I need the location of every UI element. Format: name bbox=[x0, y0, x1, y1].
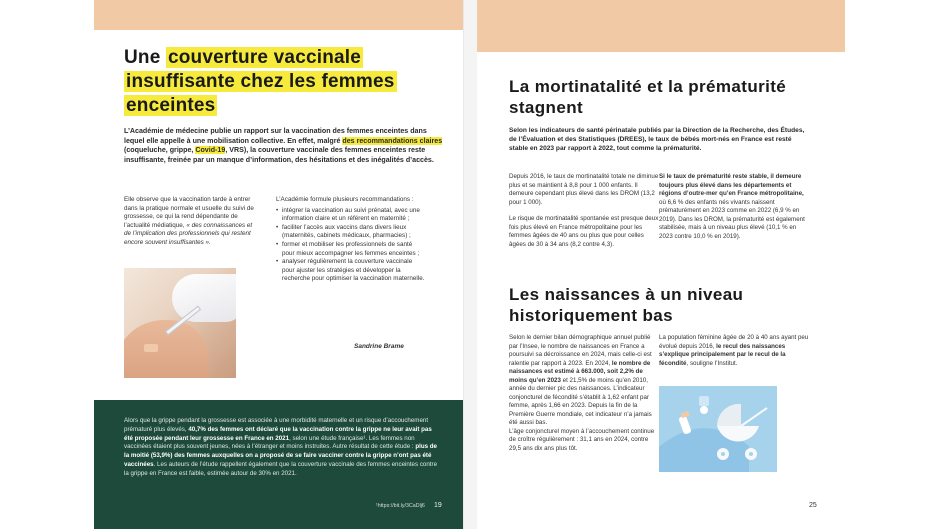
list-item: • analyser régulièrement la couverture vaccinale pour ajuster les stratégies et développer la recherche pour optimiser la vaccination maternelle. bbox=[276, 258, 426, 284]
list-item: • faciliter l’accès aux vaccins dans divers lieux (maternités, cabinets médicaux, pharmacies) ; bbox=[276, 224, 426, 241]
top-color-band bbox=[94, 0, 463, 30]
col-a-quote: « des connaissances et de l’implication des professionnels qui restent encore souvent insuffisantes ». bbox=[124, 221, 253, 246]
paragraph: Depuis 2016, le taux de mortinatalité totale ne diminue plus et se maintient à 8,8 pour 1 000 enfants. Il demeure cependant plus élevé dans les DROM (13,2 pour 1 000). bbox=[509, 173, 659, 206]
left-page bbox=[94, 0, 464, 529]
photo-glove bbox=[172, 274, 236, 322]
intro-highlight: des recommandations claires bbox=[342, 136, 443, 145]
top-color-band bbox=[477, 0, 845, 52]
col-a-paragraph bbox=[124, 196, 256, 248]
text: La population féminine âgée de 20 à 40 ans ayant peu évolué depuis 2016, bbox=[659, 334, 809, 350]
intro-text: (coqueluche, grippe, bbox=[124, 146, 196, 155]
baby-illustration bbox=[659, 386, 777, 472]
left-page-title bbox=[124, 46, 434, 118]
intro-text: , VRS), la couverture vaccinale des femmes enceintes reste insuffisante, freinée par un manque d’information, des hésitations et des inégalités d’accès. bbox=[124, 146, 434, 164]
box-bold: plus de la moitié (53,9%) des femmes auxquelles on a proposé de se faire vacciner contre la grippe n’ont pas été vaccinées bbox=[124, 443, 437, 468]
left-column-a bbox=[124, 196, 256, 248]
title-part: Une bbox=[124, 47, 166, 68]
box-bold: 40,7% des femmes ont déclaré que la vaccination contre la grippe ne leur avait pas été proposée pendant leur grossesse en France en 2021 bbox=[124, 425, 432, 442]
col-a-text: Elle observe que la vaccination tarde à entrer dans la pratique normale et usuelle du suivi de grossesse, ce qui la rend dépendante de l’actualité médiatique, bbox=[124, 196, 254, 229]
list-item: • former et mobiliser les professionnels de santé pour mieux accompagner les femmes enceintes ; bbox=[276, 241, 426, 258]
text: et 21,5% de moins qu’en 2010, année du dernier pic des naissances. L’indicateur conjoncturel de fécondité s’établit à 1,62 enfant par femme, après 1,66 en 2023. Depuis la fin de la Première Guerre mondiale, cet indicateur n’a jamais été aussi bas. bbox=[509, 376, 652, 426]
title-highlight: enceintes bbox=[126, 95, 216, 116]
bold-text: le recul des naissances s’explique principalement par le recul de la fécondité bbox=[659, 342, 786, 367]
text: , souligne l’Institut. bbox=[686, 359, 738, 367]
section1-column-a bbox=[509, 173, 659, 249]
title-highlight: couverture vaccinale bbox=[167, 47, 362, 68]
left-column-b bbox=[276, 196, 426, 284]
box-text: Alors que la grippe pendant la grossesse est associée à une morbidité maternelle et un risque d’accouchement prématuré plus élevés, bbox=[124, 417, 429, 433]
vaccination-photo bbox=[124, 268, 236, 378]
page-number-right: 25 bbox=[809, 502, 817, 509]
paragraph: Le risque de mortinatalité spontanée est presque deux fois plus élevé en France métropolitaine pour les femmes âgées de 40 ans ou plus que pour celles âgées de 30 à 34 ans (8,2 contre 4,3). bbox=[509, 215, 659, 248]
intro-text: L’Académie de médecine publie un rapport sur la vaccination des femmes enceintes dans lequel elle appelle à une mobilisation collective. En effet, malgré bbox=[124, 127, 427, 145]
bold-text: le nombre de naissances est estimé à 663.000, soit 2,2% de moins qu’en 2023 bbox=[509, 359, 651, 384]
text: Selon le dernier bilan démographique annuel publié par l’Insee, le nombre de naissances en France a poursuivi sa décroissance en 2024, mais celle-ci est ralentie par rapport à 2023. En 2024, bbox=[509, 334, 652, 367]
green-box-text bbox=[124, 417, 442, 479]
footnote-link[interactable]: ¹https://bit.ly/3CaDlj6 bbox=[376, 503, 425, 509]
list-item: • intégrer la vaccination au suivi prénatal, avec une information claire et un référent en maternité ; bbox=[276, 207, 426, 224]
section2-column-a bbox=[509, 334, 661, 453]
section-title-mortinatalite: La mortinatalité et la prématurité stagnent bbox=[509, 77, 787, 117]
page-number-left: 19 bbox=[434, 502, 442, 509]
recommendations-lead: L’Académie formule plusieurs recommandations : bbox=[276, 196, 414, 203]
page-gutter bbox=[464, 0, 477, 529]
section1-intro: Selon les indicateurs de santé périnatale publiés par la Direction de la Recherche, des Études, de l’Évaluation et des Statistiques (DREES), le taux de bébés mort-nés en France est resté stable en 2023 par rapport à 2022, tout comme la prématurité. bbox=[509, 127, 805, 152]
recommendations-list bbox=[276, 207, 426, 284]
paragraph: L’âge conjoncturel moyen à l’accouchement continue de croître régulièrement : 31,1 ans en 2024, contre 29,5 ans dix ans plus tôt. bbox=[509, 427, 655, 452]
section-title-naissances: Les naissances à un niveau historiquement bas bbox=[509, 285, 744, 325]
section1-column-b bbox=[659, 173, 809, 241]
box-text: . Les auteurs de l’étude rappellent également que la couverture vaccinale des femmes enceintes contre la grippe en France est faible, estimée autour de 30% en 2021. bbox=[124, 460, 438, 477]
paragraph bbox=[659, 173, 809, 241]
section2-column-b bbox=[659, 334, 809, 368]
baby-carriage-icon bbox=[659, 386, 777, 472]
author-signature: Sandrine Brame bbox=[354, 343, 404, 350]
photo-plaster bbox=[144, 344, 158, 352]
title-highlight: insuffisante chez les femmes bbox=[126, 71, 395, 92]
intro-highlight: Covid-19 bbox=[195, 146, 226, 155]
text: où 6,6 % des enfants nés vivants naissent prématurément en 2023 comme en 2022 (6,9 % en 2019). Dans les DROM, la prématurité est également stabilisée, mais à un niveau plus élevé (10,1 % en 2023 contre 10,0 % en 2019). bbox=[659, 198, 805, 240]
left-intro-paragraph bbox=[124, 127, 444, 165]
paragraph bbox=[509, 334, 661, 428]
bold-text: Si le taux de prématurité reste stable, il demeure toujours plus élevé dans les départements et régions d’outre-mer qu’en France métropolitaine, bbox=[659, 173, 804, 197]
paragraph bbox=[659, 334, 809, 368]
right-page bbox=[477, 0, 845, 529]
box-text: , selon une étude française¹. Les femmes non vaccinées étaient plus souvent jeunes, nées à l’étranger et moins instruites. Autre résultat de cette étude : bbox=[124, 434, 416, 451]
